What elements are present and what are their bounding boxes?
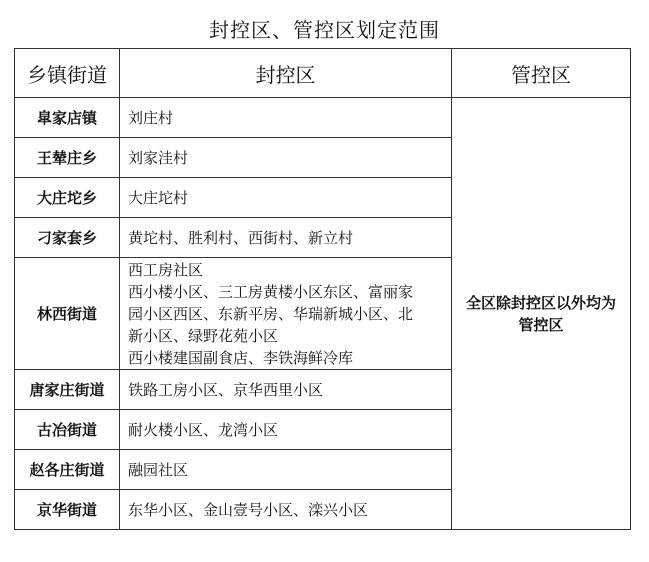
street-name: 大庄坨乡 <box>15 178 120 218</box>
sealed-area-line: 新小区、绿野花苑小区 <box>128 326 279 345</box>
sealed-area-line: 西小楼小区、三工房黄楼小区东区、富丽家 <box>128 282 414 301</box>
sealed-area-line: 铁路工房小区、京华西里小区 <box>128 380 324 399</box>
sealed-area-line: 东华小区、金山壹号小区、滦兴小区 <box>128 500 369 519</box>
header-control-zone: 管控区 <box>452 49 631 98</box>
street-name: 王辇庄乡 <box>15 138 120 178</box>
sealed-area-line: 西工房社区 <box>128 260 204 279</box>
sealed-area-line: 刘家洼村 <box>128 148 189 167</box>
sealed-area-line: 刘庄村 <box>128 108 174 127</box>
page-title: 封控区、管控区划定范围 <box>209 18 440 42</box>
sealed-area-line: 融园社区 <box>128 460 189 479</box>
street-name: 林西街道 <box>15 258 120 370</box>
sealed-area <box>120 178 452 218</box>
sealed-area <box>120 410 452 450</box>
sealed-area <box>120 98 452 138</box>
sealed-area <box>120 258 452 370</box>
street-name: 古冶街道 <box>15 410 120 450</box>
control-zone-cell: 全区除封控区以外均为管控区 <box>452 98 631 530</box>
table-row <box>15 98 631 138</box>
street-name: 京华街道 <box>15 490 120 530</box>
zone-table <box>14 48 631 530</box>
street-name: 唐家庄街道 <box>15 370 120 410</box>
header-sealed-zone: 封控区 <box>120 49 452 98</box>
street-name: 赵各庄街道 <box>15 450 120 490</box>
table-header-row <box>15 49 631 98</box>
sealed-area-line: 耐火楼小区、龙湾小区 <box>128 420 279 439</box>
street-name: 皐家店镇 <box>15 98 120 138</box>
header-street: 乡镇街道 <box>15 49 120 98</box>
street-name: 刁家套乡 <box>15 218 120 258</box>
sealed-area-line: 园小区西区、东新平房、华瑞新城小区、北 <box>128 304 414 323</box>
sealed-area <box>120 450 452 490</box>
sealed-area-line: 黄坨村、胜利村、西街村、新立村 <box>128 228 354 247</box>
sealed-area-line: 大庄坨村 <box>128 188 189 207</box>
sealed-area <box>120 218 452 258</box>
sealed-area <box>120 490 452 530</box>
sealed-area <box>120 138 452 178</box>
sealed-area <box>120 370 452 410</box>
sealed-area-line: 西小楼建国副食店、李铁海鲜冷库 <box>128 348 354 367</box>
